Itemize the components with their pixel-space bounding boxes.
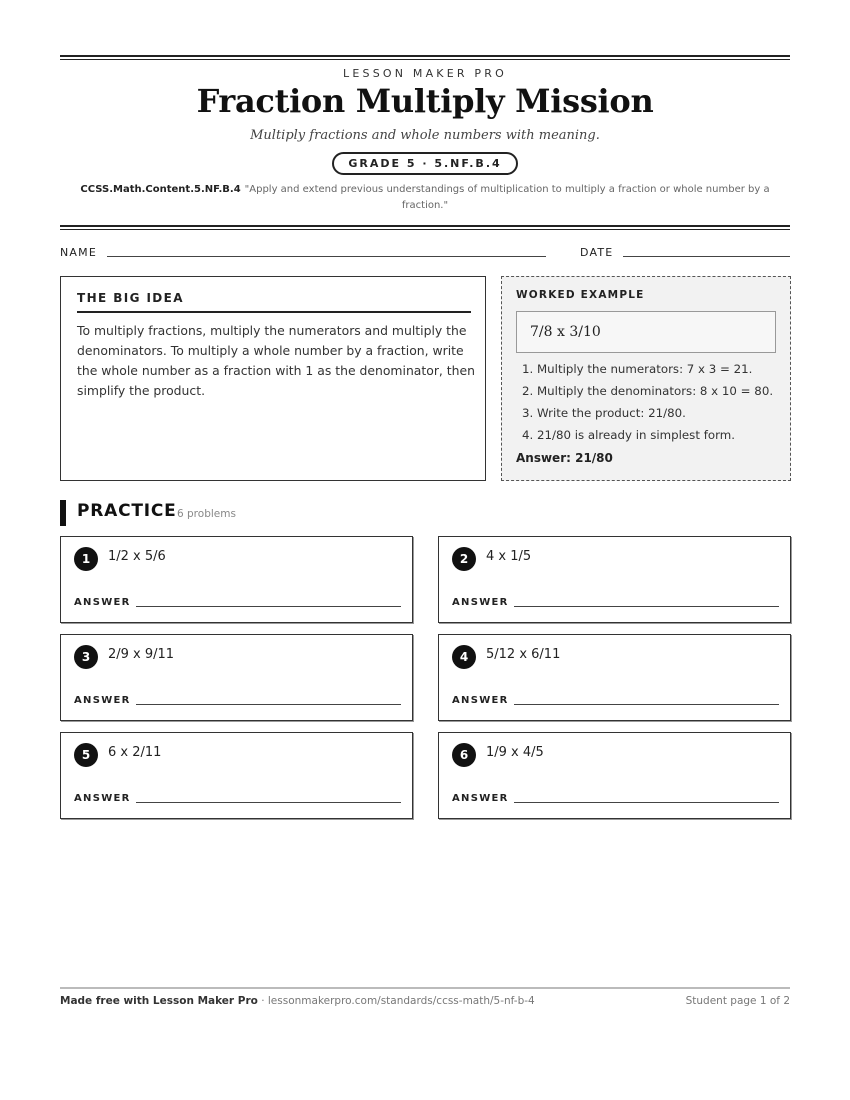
problem-card-1: [60, 536, 413, 623]
footer-page-number: Student page 1 of 2: [685, 995, 790, 1007]
answer-label: ANSWER: [74, 597, 131, 608]
answer-field[interactable]: [136, 802, 401, 803]
grade-badge: GRADE 5 · 5.NF.B.4: [332, 152, 517, 175]
worked-step: 3. Write the product: 21/80.: [522, 406, 686, 420]
worked-example-answer: Answer: 21/80: [516, 451, 613, 465]
worked-step: 1. Multiply the numerators: 7 x 3 = 21.: [522, 362, 753, 376]
worked-example-problem: 7/8 x 3/10: [516, 311, 776, 353]
answer-field[interactable]: [514, 704, 779, 705]
answer-label: ANSWER: [452, 793, 509, 804]
answer-label: ANSWER: [74, 793, 131, 804]
problem-number-badge: 5: [74, 743, 98, 767]
answer-label: ANSWER: [452, 695, 509, 706]
header-bottom-rule: [60, 225, 790, 230]
problem-number-badge: 4: [452, 645, 476, 669]
worked-step: 4. 21/80 is already in simplest form.: [522, 428, 735, 442]
problem-number-badge: 2: [452, 547, 476, 571]
problem-card-4: [438, 634, 791, 721]
standard-statement: [80, 182, 770, 214]
practice-accent-bar: [60, 500, 66, 526]
problem-number-badge: 1: [74, 547, 98, 571]
problem-card-3: [60, 634, 413, 721]
worked-example-steps: [522, 358, 790, 446]
standard-text: "Apply and extend previous understandings of multiplication to multiply a fraction or whole number by a fraction.": [244, 184, 770, 211]
header-top-rule: [60, 55, 790, 60]
problem-number-badge: 6: [452, 743, 476, 767]
big-idea-heading: THE BIG IDEA: [77, 291, 471, 313]
footer-credit: [60, 995, 535, 1007]
brand-name: LESSON MAKER PRO: [343, 67, 507, 80]
problem-number-badge: 3: [74, 645, 98, 669]
worked-example-box: [501, 276, 791, 481]
worked-example-heading: WORKED EXAMPLE: [516, 289, 645, 301]
problem-expression: 2/9 x 9/11: [108, 647, 175, 662]
footer-url[interactable]: · lessonmakerpro.com/standards/ccss-math/5-nf-b-4: [261, 995, 535, 1007]
answer-label: ANSWER: [452, 597, 509, 608]
page-title: Fraction Multiply Mission: [196, 82, 654, 120]
answer-field[interactable]: [514, 606, 779, 607]
footer-rule: [60, 987, 790, 989]
problem-card-5: [60, 732, 413, 819]
answer-field[interactable]: [136, 704, 401, 705]
problem-expression: 1/2 x 5/6: [108, 549, 166, 564]
problem-expression: 5/12 x 6/11: [486, 647, 561, 662]
problem-expression: 1/9 x 4/5: [486, 745, 544, 760]
standard-code: CCSS.Math.Content.5.NF.B.4: [80, 184, 241, 195]
page-subtitle: Multiply fractions and whole numbers with meaning.: [250, 128, 600, 143]
problem-card-2: [438, 536, 791, 623]
problem-expression: 4 x 1/5: [486, 549, 532, 564]
answer-field[interactable]: [136, 606, 401, 607]
date-label: DATE: [580, 246, 614, 259]
practice-count: 6 problems: [177, 508, 236, 520]
worked-step: 2. Multiply the denominators: 8 x 10 = 80.: [522, 384, 774, 398]
answer-label: ANSWER: [74, 695, 131, 706]
problem-expression: 6 x 2/11: [108, 745, 162, 760]
big-idea-box: [60, 276, 486, 481]
grade-badge-wrap: [0, 152, 850, 175]
practice-heading: PRACTICE: [77, 501, 177, 521]
name-label: NAME: [60, 246, 97, 259]
problem-card-6: [438, 732, 791, 819]
big-idea-text: To multiply fractions, multiply the numerators and multiply the denominators. To multiply a whole number by a fraction, write the whole number as a fraction with 1 as the denominator, then simplify the product.: [77, 323, 475, 398]
answer-field[interactable]: [514, 802, 779, 803]
date-field[interactable]: [623, 256, 790, 257]
name-field[interactable]: [107, 256, 546, 257]
footer-made-with: Made free with Lesson Maker Pro: [60, 995, 258, 1007]
